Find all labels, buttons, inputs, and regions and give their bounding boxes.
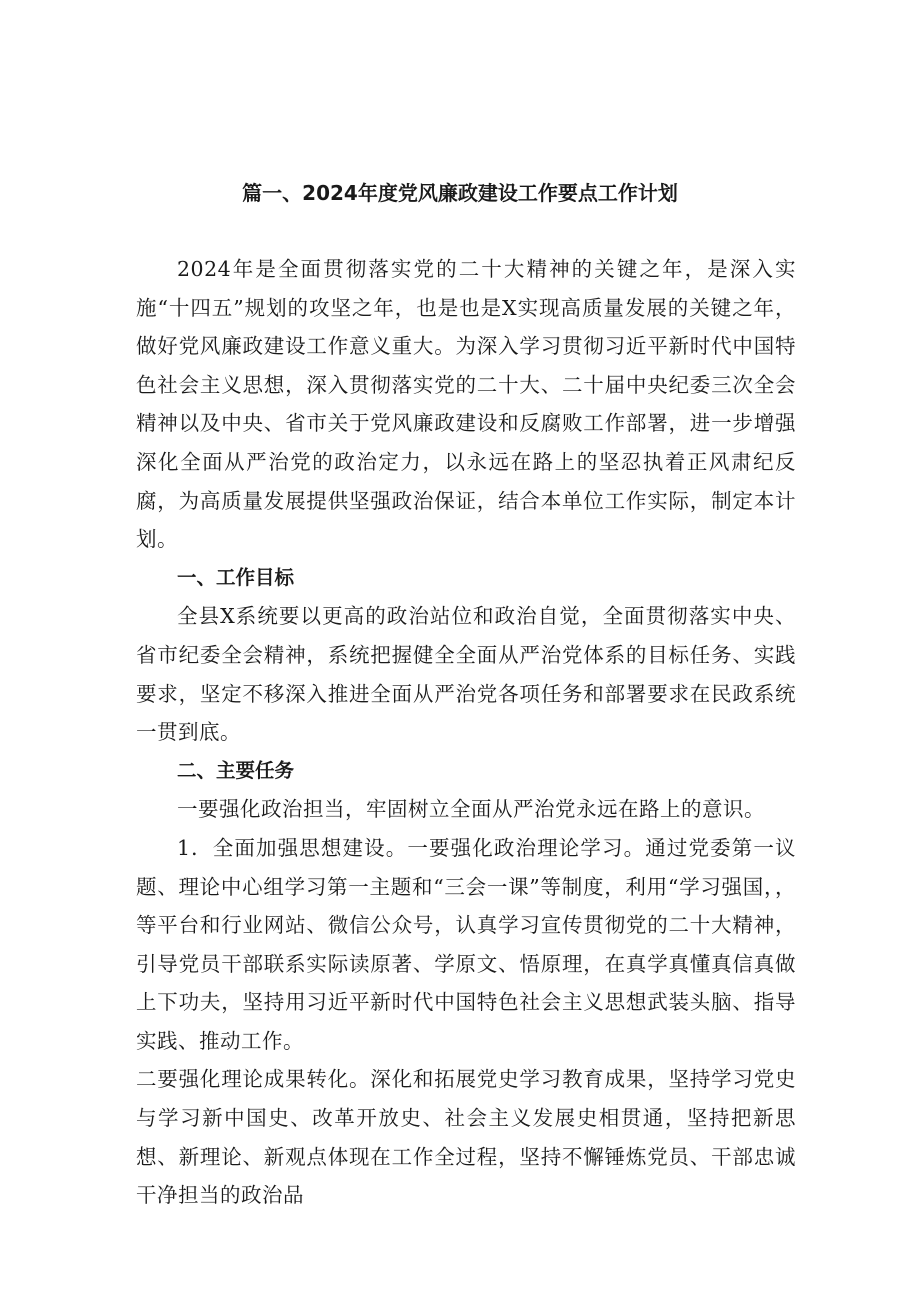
task-item-1-continuation: 二要强化理论成果转化。深化和拓展党史学习教育成果，坚持学习党史与学习新中国史、改革开放史、社会主义发展史相贯通，坚持把新思想、新理论、新观点体现在工作全过程，坚持不懈锤炼党员、干部忠诚干净担当的政治品 bbox=[136, 1067, 796, 1208]
goals-paragraph: 全县X系统要以更高的政治站位和政治自觉，全面贯彻落实中央、省市纪委全会精神，系统把握健全全面从严治党体系的目标任务、实践要求，坚定不移深入推进全面从严治党各项任务和部署要求在民政系统一贯到底。 bbox=[136, 604, 796, 745]
document-body bbox=[136, 250, 796, 1215]
document-title: 篇一、2024年度党风廉政建设工作要点工作计划 bbox=[242, 181, 678, 205]
task-item-1-paragraph: 1．全面加强思想建设。一要强化政治理论学习。通过党委第一议题、理论中心组学习第一主题和“三会一课”等制度，利用“学习强国，，等平台和行业网站、微信公众号，认真学习宣传贯彻党的二十大精神，引导党员干部联系实际读原著、学原文、悟原理，在真学真懂真信真做上下功夫，坚持用习近平新时代中国特色社会主义思想武装头脑、指导实践、推动工作。 bbox=[136, 835, 796, 1053]
section-heading-tasks: 二、主要任务 bbox=[177, 758, 295, 782]
tasks-lead-paragraph: 一要强化政治担当，牢固树立全面从严治党永远在路上的意识。 bbox=[177, 797, 765, 822]
intro-paragraph: 2024年是全面贯彻落实党的二十大精神的关键之年，是深入实施“十四五”规划的攻坚之年，也是也是X实现高质量发展的关键之年，做好党风廉政建设工作意义重大。为深入学习贯彻习近平新时代中国特色社会主义思想，深入贯彻落实党的二十大、二十届中央纪委三次全会精神以及中央、省市关于党风廉政建设和反腐败工作部署，进一步增强深化全面从严治党的政治定力，以永远在路上的坚忍执着正风肃纪反腐，为高质量发展提供坚强政治保证，结合本单位工作实际，制定本计划。 bbox=[136, 257, 796, 552]
section-heading-goals: 一、工作目标 bbox=[177, 565, 295, 589]
